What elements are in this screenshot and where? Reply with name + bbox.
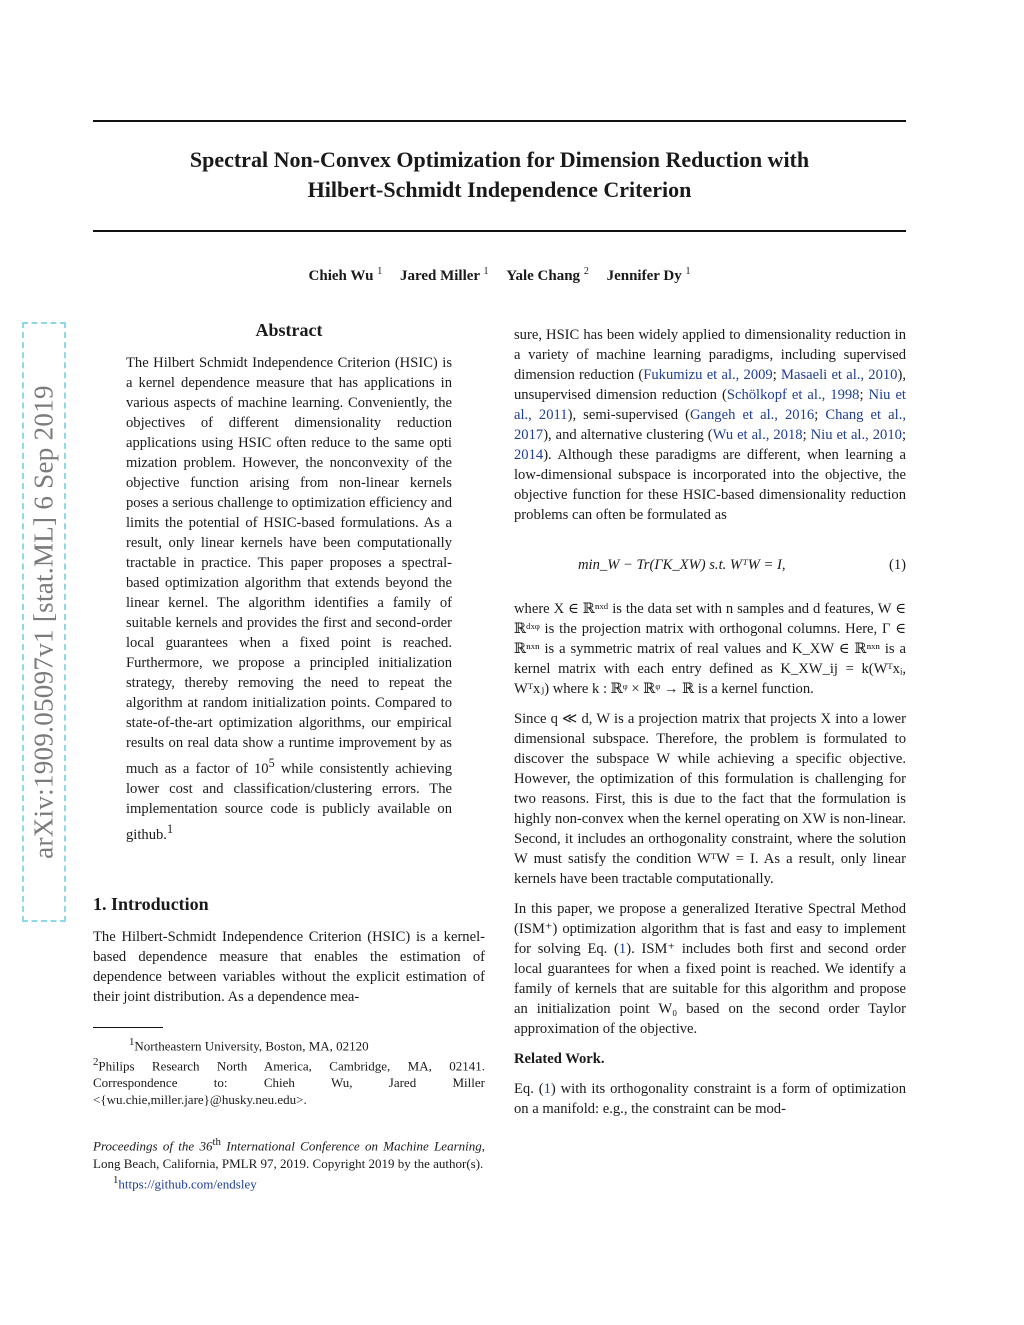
- footnote-github: $^1$https://github.com/endsley: [113, 1173, 257, 1192]
- related-work-paragraph: Eq. (1) with its orthogonality constraint is a form of optimization on a manifold: e.g., the constraint can be mod-: [514, 1081, 906, 1117]
- author-list: [93, 266, 906, 285]
- intro-paragraph: The Hilbert-Schmidt Independence Criterion (HSIC) is a kernel-based dependence measure that enables the estimation of dependence between variables without the explicit estimation of their joint distribution. As a dependence mea-: [93, 928, 485, 1005]
- author-3: Yale Chang $^2$: [506, 266, 589, 284]
- citation-link[interactable]: Schölkopf et al., 1998: [726, 387, 860, 403]
- footnotes: [93, 1034, 485, 1192]
- citation-link[interactable]: Chang et al., 2017: [514, 407, 907, 443]
- citation-link[interactable]: Niu et al., 2011: [514, 387, 906, 423]
- title-line-2: Hilbert-Schmidt Independence Criterion: [307, 177, 692, 202]
- equation-body: min_W − Tr(ΓK_XW) s.t. WᵀW = I,: [578, 557, 786, 573]
- equation-ref-link[interactable]: 1: [618, 941, 627, 957]
- arxiv-stamp: [22, 322, 66, 922]
- citation-link[interactable]: Niu et al., 2010: [810, 427, 902, 443]
- paper-title: [93, 145, 906, 205]
- citation-link[interactable]: Wu et al., 2018: [712, 427, 803, 443]
- intro-heading: 1. Introduction: [93, 893, 209, 914]
- github-link[interactable]: https://github.com/endsley: [118, 1176, 257, 1192]
- contribution-paragraph: In this paper, we propose a generalized Iterative Spectral Method (ISM⁺) optimization algorithm that is fast and easy to implement for solving Eq. (1). ISM⁺ includes both first and second order local guarantees for when a fixed point is reached. We identify a family of kernels that are suitable for this algorithm and propose an initialization point W₀ based on the second order Taylor approximation of the objective.: [514, 901, 906, 1037]
- citation-link[interactable]: Fukumizu et al., 2009: [643, 367, 773, 383]
- author-4: Jennifer Dy $^1$: [606, 266, 691, 284]
- intro-paragraph-continued: sure, HSIC has been widely applied to dimensionality reduction in a variety of machine learning paradigms, including supervised dimension reduction (Fukumizu et al., 2009; Masaeli et al., 2010), unsupervised dimension reduction (Schölkopf et al., 1998; Niu et al., 2011), semi-supervised (Gangeh et al., 2016; Chang et al., 2017), and alternative clustering (Wu et al., 2018; Niu et al., 2010; 2014). Although these paradigms are different, when learning a low-dimensional subspace is incorporated into the objective, the objective function for these HSIC-based dimensionality reduction problems can often be formulated as: [514, 327, 907, 523]
- footnote-marker: 1: [166, 821, 174, 836]
- equation-1: [514, 547, 906, 583]
- equation-ref-link[interactable]: 1: [543, 1081, 551, 1097]
- title-bottom-rule: [93, 230, 906, 232]
- footnote-rule: [93, 1027, 163, 1028]
- left-column: [93, 320, 485, 1192]
- definitions-paragraph: where X ∈ ℝⁿˣᵈ is the data set with n samples and d features, W ∈ ℝᵈˣᵠ is the projection matrix with orthogonal columns. Here, Γ ∈ ℝⁿˣⁿ is a symmetric matrix of real values and K_XW ∈ ℝⁿˣⁿ is a kernel matrix with each entry defined as K_XW_ij = k(Wᵀxᵢ, Wᵀxⱼ) where k : ℝᵠ × ℝᵠ → ℝ is a kernel function.: [514, 601, 906, 697]
- related-work-heading: Related Work.: [514, 1051, 605, 1067]
- proceedings-note: Proceedings of the 36th International Conference on Machine Learning, Long Beach, California, PMLR 97, 2019. Copyright 2019 by the author(s).: [93, 1136, 485, 1171]
- abstract-body: The Hilbert Schmidt Independence Criterion (HSIC) is a kernel dependence measure that has applications in various aspects of machine learning. Conveniently, the objectives of different dimensionality reduction applications using HSIC often reduce to the same opti mization problem. However, the nonconvexity of the objective function arising from non-linear kernels poses a serious challenge to optimization efficiency and limits the potential of HSIC-based formulations. As a result, only linear kernels have been computationally tractable in practice. This paper proposes a spectral-based optimization algorithm that extends beyond the linear kernel. The algorithm identifies a family of suitable kernels and provides the first and second-order local guarantees when a fixed point is reached. Furthermore, we propose a principled initialization strategy, thereby removing the need to repeat the algorithm at random initialization points. Compared to state-of-the-art optimization algorithms, our empirical results on real data show a runtime improvement by as much as a factor of $10^5$ while consistently achieving lower cost and classification/clustering errors. The implementation source code is publicly available on github.$^1$: [126, 355, 452, 843]
- footnote-affiliation-2: $^2$Philips Research North America, Cambridge, MA, 02141. Correspondence to: Chieh Wu, Jared Miller <{wu.chie,miller.jare}@husky.neu.edu>.: [93, 1056, 485, 1108]
- citation-link[interactable]: Masaeli et al., 2010: [781, 367, 898, 383]
- citation-link[interactable]: 2014: [514, 447, 544, 463]
- problem-paragraph: Since q ≪ d, W is a projection matrix that projects X into a lower dimensional subspace. Therefore, the problem is formulated to discover the subspace W while achieving a specific objective. However, the optimization of this formulation is challenging for two reasons. First, this is due to the fact that the formulation is highly non-convex when the kernel operating on XW is non-linear. Second, it includes an orthogonality constraint, where the solution W must satisfy the condition WᵀW = I. As a result, only linear kernels have been tractable computationally.: [514, 711, 906, 887]
- right-column: [514, 325, 906, 1119]
- author-2: Jared Miller $^1$: [399, 266, 489, 284]
- title-line-1: Spectral Non-Convex Optimization for Dimension Reduction with: [189, 147, 810, 172]
- equation-number: (1): [888, 557, 906, 573]
- citation-link[interactable]: Gangeh et al., 2016: [689, 407, 815, 423]
- title-top-rule: [93, 120, 906, 122]
- author-1: Chieh Wu $^1$: [308, 266, 383, 284]
- arxiv-id: arXiv:1909.05097v1 [stat.ML] 6 Sep 2019: [28, 385, 59, 859]
- abstract-heading: Abstract: [255, 320, 323, 340]
- footnote-affiliation-1: $^1$Northeastern University, Boston, MA, 02120: [129, 1035, 369, 1054]
